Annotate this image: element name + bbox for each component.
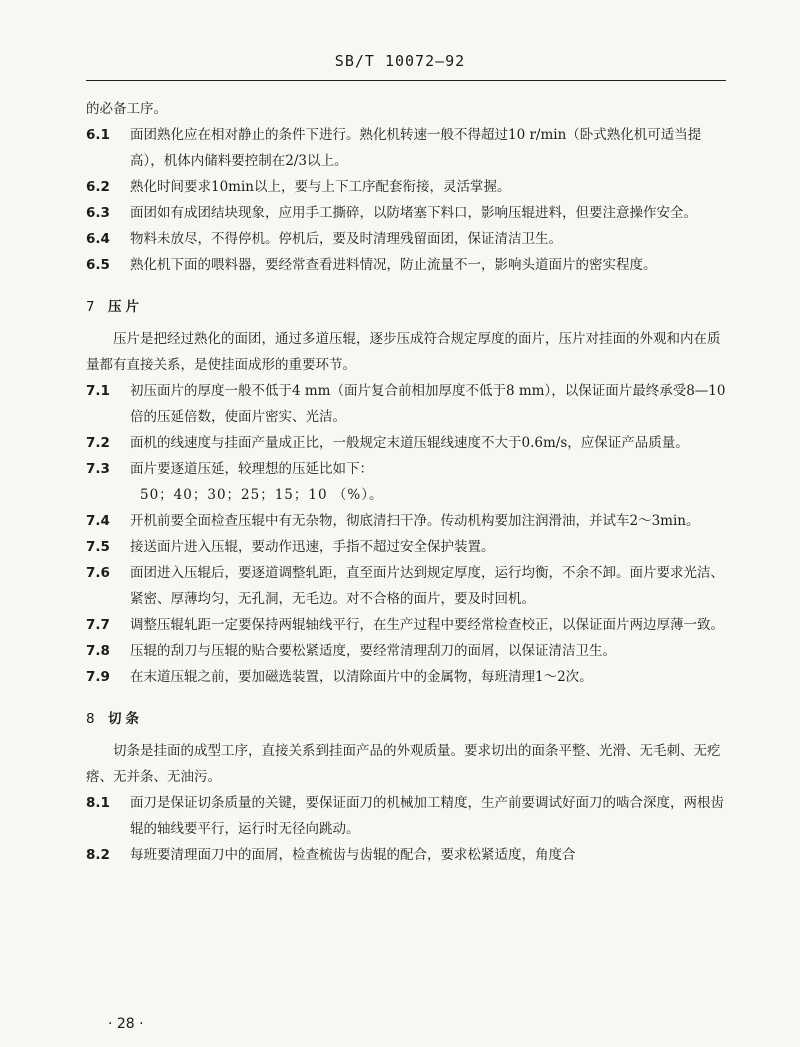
clause-text: 面团如有成团结块现象，应用手工撕碎，以防堵塞下料口，影响压辊进料，但要注意操作安全。 xyxy=(130,205,697,221)
clause-text: 面团熟化应在相对静止的条件下进行。熟化机转速一般不得超过10 r/min（卧式熟化机可适当提高），机体内储料要控制在2/3以上。 xyxy=(130,127,702,169)
clause-text: 每班要清理面刀中的面屑，检查梳齿与齿辊的配合，要求松紧适度，角度合 xyxy=(130,847,576,863)
clause-text: 接送面片进入压辊，要动作迅速，手指不超过安全保护装置。 xyxy=(130,539,495,555)
clause-8-1 xyxy=(86,790,730,842)
section-title: 切条 xyxy=(108,711,143,727)
clause-number: 6.2 xyxy=(86,179,110,195)
clause-6-1 xyxy=(86,122,730,174)
clause-text: 面片要逐道压延，较理想的压延比如下： xyxy=(130,461,373,477)
clause-7-5 xyxy=(86,534,730,560)
standard-header: SB/T 10072—92 xyxy=(334,52,466,70)
clause-number: 7.8 xyxy=(86,643,110,659)
clause-7-6 xyxy=(86,560,730,612)
clause-number: 7.3 xyxy=(86,461,110,477)
clause-text: 面团进入压辊后，要逐道调整轧距，直至面片达到规定厚度，运行均衡，不余不卸。面片要求光洁、紧密、厚薄均匀，无孔洞，无毛边。对不合格的面片，要及时回机。 xyxy=(130,565,724,607)
clause-7-4 xyxy=(86,508,730,534)
clause-text: 调整压辊轧距一定要保持两辊轴线平行，在生产过程中要经常检查校正，以保证面片两边厚薄一致。 xyxy=(130,617,724,633)
clause-number: 7.5 xyxy=(86,539,110,555)
reduction-ratios: 50；40；30；25；15；10 （%）。 xyxy=(140,487,384,503)
section-title: 压片 xyxy=(108,299,143,315)
clause-7-3 xyxy=(86,456,730,482)
clause-7-1 xyxy=(86,378,730,430)
clause-number: 7.4 xyxy=(86,513,110,529)
clause-number: 8.2 xyxy=(86,847,110,863)
clause-text: 物料未放尽，不得停机。停机后，要及时清理残留面团，保证清洁卫生。 xyxy=(130,231,562,247)
clause-number: 7.6 xyxy=(86,565,110,581)
clause-7-2 xyxy=(86,430,730,456)
clause-number: 7.9 xyxy=(86,669,110,685)
section-number: 7 xyxy=(86,299,95,315)
section-number: 8 xyxy=(86,711,95,727)
section-heading-8 xyxy=(86,706,730,732)
clause-6-4 xyxy=(86,226,730,252)
clause-text: 面机的线速度与挂面产量成正比，一般规定末道压辊线速度不大于0.6m/s，应保证产品质量。 xyxy=(130,435,689,451)
clause-number: 7.1 xyxy=(86,383,110,399)
clause-text: 初压面片的厚度一般不低于4 mm（面片复合前相加厚度不低于8 mm），以保证面片最终承受8—10倍的压延倍数，使面片密实、光洁。 xyxy=(130,383,726,425)
clause-number: 6.4 xyxy=(86,231,110,247)
clause-text: 面刀是保证切条质量的关键，要保证面刀的机械加工精度，生产前要调试好面刀的啮合深度，两根齿辊的轴线要平行，运行时无径向跳动。 xyxy=(130,795,724,837)
document-body xyxy=(86,96,730,868)
clause-number: 6.1 xyxy=(86,127,110,143)
clause-6-5 xyxy=(86,252,730,278)
page-number: · 28 · xyxy=(108,1016,144,1032)
section-7-intro: 压片是把经过熟化的面团，通过多道压辊，逐步压成符合规定厚度的面片，压片对挂面的外观和内在质量都有直接关系，是使挂面成形的重要环节。 xyxy=(86,331,721,373)
clause-7-7 xyxy=(86,612,730,638)
clause-text: 熟化机下面的喂料器，要经常查看进料情况，防止流量不一，影响头道面片的密实程度。 xyxy=(130,257,657,273)
clause-7-9 xyxy=(86,664,730,690)
clause-text: 在末道压辊之前，要加磁选装置，以清除面片中的金属物，每班清理1～2次。 xyxy=(130,669,593,685)
clause-number: 6.5 xyxy=(86,257,110,273)
continuation-text: 的必备工序。 xyxy=(86,101,167,117)
section-heading-7 xyxy=(86,294,730,320)
clause-number: 7.7 xyxy=(86,617,110,633)
clause-7-8 xyxy=(86,638,730,664)
clause-6-3 xyxy=(86,200,730,226)
clause-text: 开机前要全面检查压辊中有无杂物，彻底清扫干净。传动机构要加注润滑油，并试车2～3min。 xyxy=(130,513,700,529)
clause-number: 7.2 xyxy=(86,435,110,451)
header-rule xyxy=(86,80,726,81)
clause-number: 6.3 xyxy=(86,205,110,221)
clause-8-2 xyxy=(86,842,730,868)
clause-text: 压辊的刮刀与压辊的贴合要松紧适度，要经常清理刮刀的面屑，以保证清洁卫生。 xyxy=(130,643,616,659)
clause-6-2 xyxy=(86,174,730,200)
clause-number: 8.1 xyxy=(86,795,110,811)
clause-text: 熟化时间要求10min以上，要与上下工序配套衔接，灵活掌握。 xyxy=(130,179,511,195)
section-8-intro: 切条是挂面的成型工序，直接关系到挂面产品的外观质量。要求切出的面条平整、光滑、无毛刺、无疙瘩、无并条、无油污。 xyxy=(86,743,721,785)
